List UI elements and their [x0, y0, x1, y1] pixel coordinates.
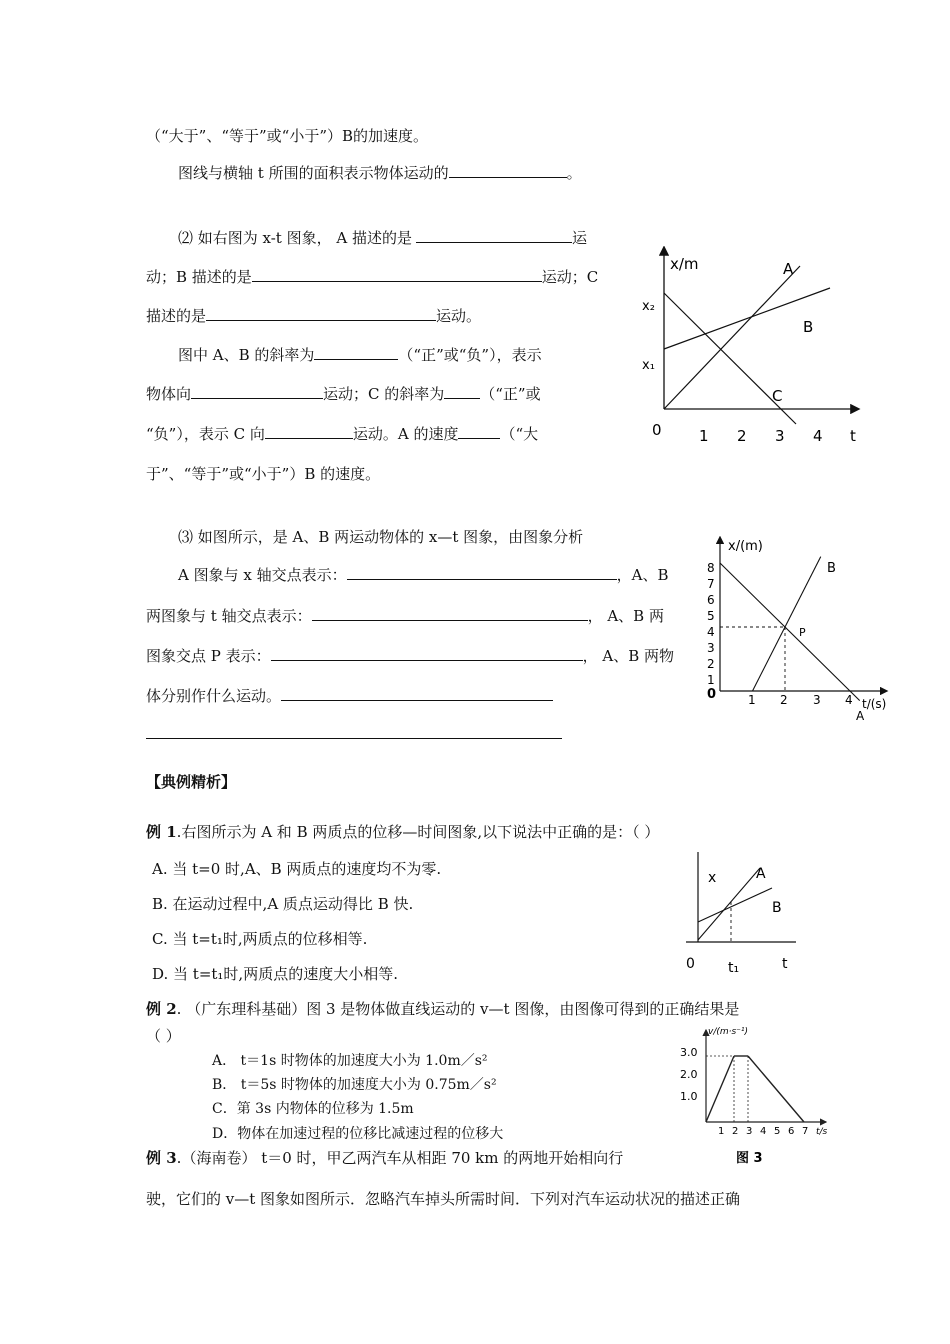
example-label: 例 2 [146, 1000, 177, 1018]
option-d: D. 当 t=t₁时,两质点的速度大小相等. [152, 965, 398, 983]
text-segment: 图线与横轴 t 所围的面积表示物体运动的 [178, 164, 449, 182]
y-axis-label: v/(m·s⁻¹) [708, 1027, 749, 1037]
text-line [146, 606, 664, 626]
answer-blank[interactable] [347, 565, 617, 580]
text-segment: ⑵ 如右图为 x-t 图象， A 描述的是 [178, 229, 412, 247]
text-segment: . （广东理科基础）图 3 是物体做直线运动的 v—t 图像，由图像可得到的正确结果是 [176, 1000, 740, 1018]
answer-blank[interactable] [444, 384, 480, 399]
label-a: A [783, 260, 794, 278]
option-a: A. 当 t=0 时,A、B 两质点的速度均不为零. [152, 860, 442, 878]
y-tick-label: 6 [707, 593, 715, 607]
text-segment: （“正”或“负”），表示 [398, 346, 542, 364]
text-segment: 运动；C [541, 268, 599, 286]
tick-label: 3 [775, 427, 785, 445]
y-axis-label: x [708, 870, 717, 886]
label-b: B [772, 900, 782, 916]
tick-label: 2 [737, 427, 747, 445]
text-line: （“大于”、“等于”或“小于”）B的加速度。 [146, 127, 429, 145]
t1-label: t₁ [728, 960, 740, 976]
text-segment: “负”），表示 C 向 [146, 425, 265, 443]
y-tick-label: 2 [707, 657, 715, 671]
text-segment: ， A、B 两 [587, 607, 664, 625]
text-segment: （“正”或 [480, 385, 541, 403]
section-title: 【典例精析】 [146, 773, 237, 791]
text-segment: 运动。 [436, 307, 482, 325]
x-tick-label: 7 [802, 1126, 809, 1137]
line-b [698, 888, 772, 922]
x-tick-label: 3 [813, 693, 821, 707]
option-b: B． t＝5s 时物体的加速度大小为 0.75m／s² [212, 1077, 497, 1093]
text-segment: 动；B 描述的是 [146, 268, 252, 286]
y-tick-label: 2.0 [680, 1068, 698, 1081]
y-tick-label: 3.0 [680, 1046, 698, 1059]
text-segment: 两图象与 t 轴交点表示： [146, 607, 312, 625]
vt-graph-fig3 [666, 1020, 836, 1170]
answer-blank[interactable] [416, 228, 572, 243]
text-segment: 描述的是 [146, 307, 207, 325]
text-segment: 。 [566, 164, 582, 182]
text-segment: 图象交点 P 表示： [146, 647, 271, 665]
y-tick-label: 0 [707, 687, 717, 702]
xt-graph-3 [676, 850, 806, 980]
y-tick-label: 4 [707, 625, 715, 639]
answer-blank[interactable] [265, 424, 353, 439]
x-tick-label: 4 [760, 1126, 767, 1137]
answer-blank[interactable] [281, 686, 553, 701]
text-segment: 物体向 [146, 385, 192, 403]
y-tick-label: 8 [707, 561, 715, 575]
text-segment: （“大 [500, 425, 539, 443]
text-segment: A 图象与 x 轴交点表示： [178, 566, 347, 584]
figure-caption: 图 3 [736, 1151, 763, 1166]
decel-segment [748, 1056, 804, 1122]
text-segment: .右图所示为 A 和 B 两质点的位移—时间图象,以下说法中正确的是：（ ） [176, 823, 660, 841]
text-line [178, 163, 582, 183]
y-tick-label: 1 [707, 673, 715, 687]
t-axis-label: t [850, 427, 856, 445]
tick-label: 4 [813, 427, 823, 445]
y-axis-label: x/(m) [728, 539, 763, 554]
x-tick-label: 6 [788, 1126, 795, 1137]
label-a: A [756, 866, 766, 882]
text-segment: 运动。A 的速度 [352, 425, 459, 443]
y-tick-label: 3 [707, 641, 715, 655]
text-segment: 图中 A、B 的斜率为 [178, 346, 315, 364]
text-line [146, 686, 553, 706]
x-tick-label: 5 [774, 1126, 781, 1137]
answer-blank[interactable] [314, 345, 398, 360]
label-b: B [803, 318, 814, 336]
text-segment: 运动；C 的斜率为 [323, 385, 445, 403]
answer-blank[interactable] [271, 646, 583, 661]
answer-blank[interactable] [146, 738, 562, 739]
text-segment: ， A、B 两物 [582, 647, 675, 665]
text-line [146, 646, 674, 666]
text-segment: ，A、B [616, 566, 669, 584]
line-b [753, 557, 821, 691]
text-line [146, 306, 481, 326]
origin-label: 0 [686, 956, 695, 972]
label-a: A [856, 709, 865, 723]
text-line [178, 565, 668, 585]
label-b: B [827, 561, 836, 576]
x1-label: x₁ [642, 358, 655, 373]
x-tick-label: 2 [732, 1126, 739, 1137]
x-axis-label: t/s [816, 1127, 828, 1137]
answer-paren: （ ） [146, 1027, 181, 1045]
option-c: C. 当 t=t₁时,两质点的位移相等. [152, 930, 368, 948]
text-line [178, 345, 542, 365]
line-a [720, 563, 860, 701]
text-line: 于”、“等于”或“小于”）B 的速度。 [146, 465, 381, 483]
text-line [146, 384, 541, 404]
text-line [146, 424, 538, 444]
answer-blank[interactable] [191, 384, 323, 399]
y-axis-label: x/m [670, 255, 699, 273]
answer-blank[interactable] [206, 306, 436, 321]
text-segment: .（海南卷） t＝0 时，甲乙两汽车从相距 70 km 的两地开始相向行 [176, 1149, 624, 1167]
x-tick-label: 3 [746, 1126, 753, 1137]
accel-segment [706, 1056, 734, 1122]
x-tick-label: 2 [780, 693, 788, 707]
answer-blank[interactable] [312, 606, 588, 621]
y-tick-label: 1.0 [680, 1090, 698, 1103]
option-d: D．物体在加速过程的位移比减速过程的位移大 [212, 1126, 504, 1142]
label-p: P [799, 626, 806, 639]
text-line [178, 228, 587, 248]
label-c: C [772, 387, 783, 405]
text-line [146, 267, 598, 287]
y-tick-label: 5 [707, 609, 715, 623]
y-tick-label: 7 [707, 577, 715, 591]
example-3-stem [146, 1148, 623, 1168]
text-segment: 运 [571, 229, 587, 247]
text-line: ⑶ 如图所示，是 A、B 两运动物体的 x—t 图象，由图象分析 [178, 528, 584, 546]
example-label: 例 1 [146, 823, 177, 841]
example-1-stem [146, 822, 659, 842]
option-b: B. 在运动过程中,A 质点运动得比 B 快. [152, 895, 414, 913]
x2-label: x₂ [642, 299, 655, 314]
example-label: 例 3 [146, 1149, 177, 1167]
x-tick-label: 1 [748, 693, 756, 707]
text-segment: 体分别作什么运动。 [146, 687, 282, 705]
t-axis-label: t/(s) [862, 697, 887, 711]
answer-blank[interactable] [458, 424, 500, 439]
x-tick-label: 1 [718, 1126, 725, 1137]
t-axis-label: t [782, 956, 788, 972]
origin-label: 0 [652, 421, 662, 439]
option-a: A． t＝1s 时物体的加速度大小为 1.0m／s² [212, 1053, 488, 1069]
x-tick-label: 4 [845, 693, 853, 707]
xt-graph-1 [630, 246, 870, 456]
text-line: 驶，它们的 v—t 图象如图所示．忽略汽车掉头所需时间．下列对汽车运动状况的描述正确 [146, 1190, 741, 1208]
option-c: C．第 3s 内物体的位移为 1.5m [212, 1101, 414, 1117]
xt-graph-2 [700, 536, 896, 732]
answer-blank[interactable] [252, 267, 542, 282]
example-2-stem [146, 999, 739, 1019]
answer-blank[interactable] [449, 163, 567, 178]
tick-label: 1 [699, 427, 709, 445]
